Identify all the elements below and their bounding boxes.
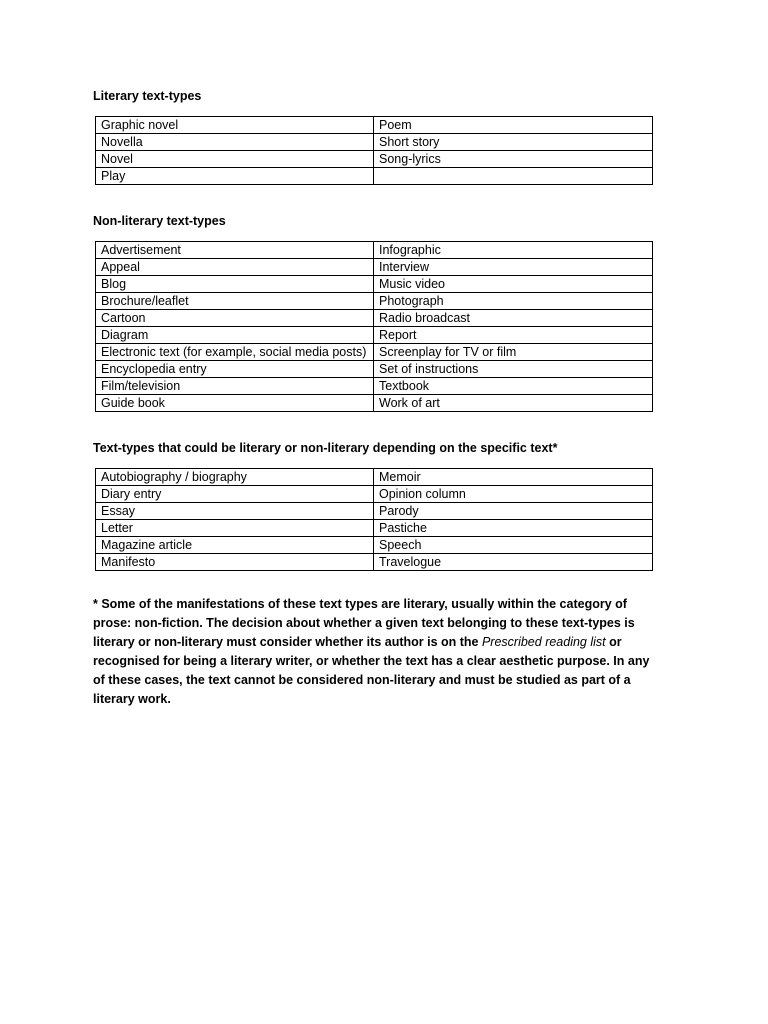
table-row	[96, 310, 653, 327]
table-cell: Pastiche	[374, 520, 653, 537]
document-page	[93, 88, 663, 709]
table-cell: Set of instructions	[374, 361, 653, 378]
non-literary-table-body	[96, 242, 653, 412]
table-cell: Poem	[374, 117, 653, 134]
non-literary-heading: Non-literary text-types	[93, 214, 226, 228]
table-cell: Film/television	[96, 378, 374, 395]
table-cell: Encyclopedia entry	[96, 361, 374, 378]
either-table	[95, 468, 653, 571]
either-heading: Text-types that could be literary or non-literary depending on the specific text*	[93, 441, 558, 455]
footnote-italic: Prescribed reading list	[481, 635, 606, 649]
table-cell: Letter	[96, 520, 374, 537]
either-table-body	[96, 469, 653, 571]
footnote-part1: * Some of the manifestations of these text types are literary, usually within the category of prose: non-fiction. The decision about whether a given text belonging to these text-types is literary or non-literary must consider whether its author is on the	[93, 597, 635, 649]
table-cell: Blog	[96, 276, 374, 293]
table-cell: Essay	[96, 503, 374, 520]
table-cell: Guide book	[96, 395, 374, 412]
table-cell: Report	[374, 327, 653, 344]
table-cell: Diary entry	[96, 486, 374, 503]
table-cell: Travelogue	[374, 554, 653, 571]
table-cell: Graphic novel	[96, 117, 374, 134]
table-cell: Advertisement	[96, 242, 374, 259]
table-row	[96, 520, 653, 537]
table-row	[96, 554, 653, 571]
table-cell: Textbook	[374, 378, 653, 395]
table-cell: Appeal	[96, 259, 374, 276]
table-cell: Play	[96, 168, 374, 185]
table-cell: Radio broadcast	[374, 310, 653, 327]
table-row	[96, 117, 653, 134]
table-cell: Interview	[374, 259, 653, 276]
non-literary-table	[95, 241, 653, 412]
table-cell: Manifesto	[96, 554, 374, 571]
literary-table	[95, 116, 653, 185]
table-row	[96, 469, 653, 486]
table-cell: Work of art	[374, 395, 653, 412]
table-cell: Autobiography / biography	[96, 469, 374, 486]
table-row	[96, 503, 653, 520]
table-row	[96, 242, 653, 259]
table-row	[96, 259, 653, 276]
table-cell: Opinion column	[374, 486, 653, 503]
footnote-part2: or recognised for being a literary writer, or whether the text has a clear aesthetic purpose. In any of these cases, the text cannot be considered non-literary and must be studied as part of a literary work.	[93, 635, 650, 706]
table-cell: Novella	[96, 134, 374, 151]
table-cell: Parody	[374, 503, 653, 520]
table-row	[96, 134, 653, 151]
table-row	[96, 151, 653, 168]
table-cell: Speech	[374, 537, 653, 554]
table-row	[96, 293, 653, 310]
table-row	[96, 168, 653, 185]
table-cell: Novel	[96, 151, 374, 168]
table-cell: Infographic	[374, 242, 653, 259]
table-row	[96, 395, 653, 412]
table-cell: Brochure/leaflet	[96, 293, 374, 310]
table-cell: Cartoon	[96, 310, 374, 327]
table-cell: Screenplay for TV or film	[374, 344, 653, 361]
table-row	[96, 486, 653, 503]
table-cell: Song-lyrics	[374, 151, 653, 168]
footnote	[93, 595, 663, 709]
table-row	[96, 537, 653, 554]
table-row	[96, 344, 653, 361]
table-cell: Music video	[374, 276, 653, 293]
table-row	[96, 361, 653, 378]
table-cell: Short story	[374, 134, 653, 151]
table-row	[96, 276, 653, 293]
literary-heading: Literary text-types	[93, 89, 202, 103]
table-cell: Magazine article	[96, 537, 374, 554]
table-cell: Diagram	[96, 327, 374, 344]
table-cell: Memoir	[374, 469, 653, 486]
literary-table-body	[96, 117, 653, 185]
table-cell	[374, 168, 653, 185]
table-row	[96, 378, 653, 395]
table-row	[96, 327, 653, 344]
table-cell: Electronic text (for example, social media posts)	[96, 344, 374, 361]
table-cell: Photograph	[374, 293, 653, 310]
